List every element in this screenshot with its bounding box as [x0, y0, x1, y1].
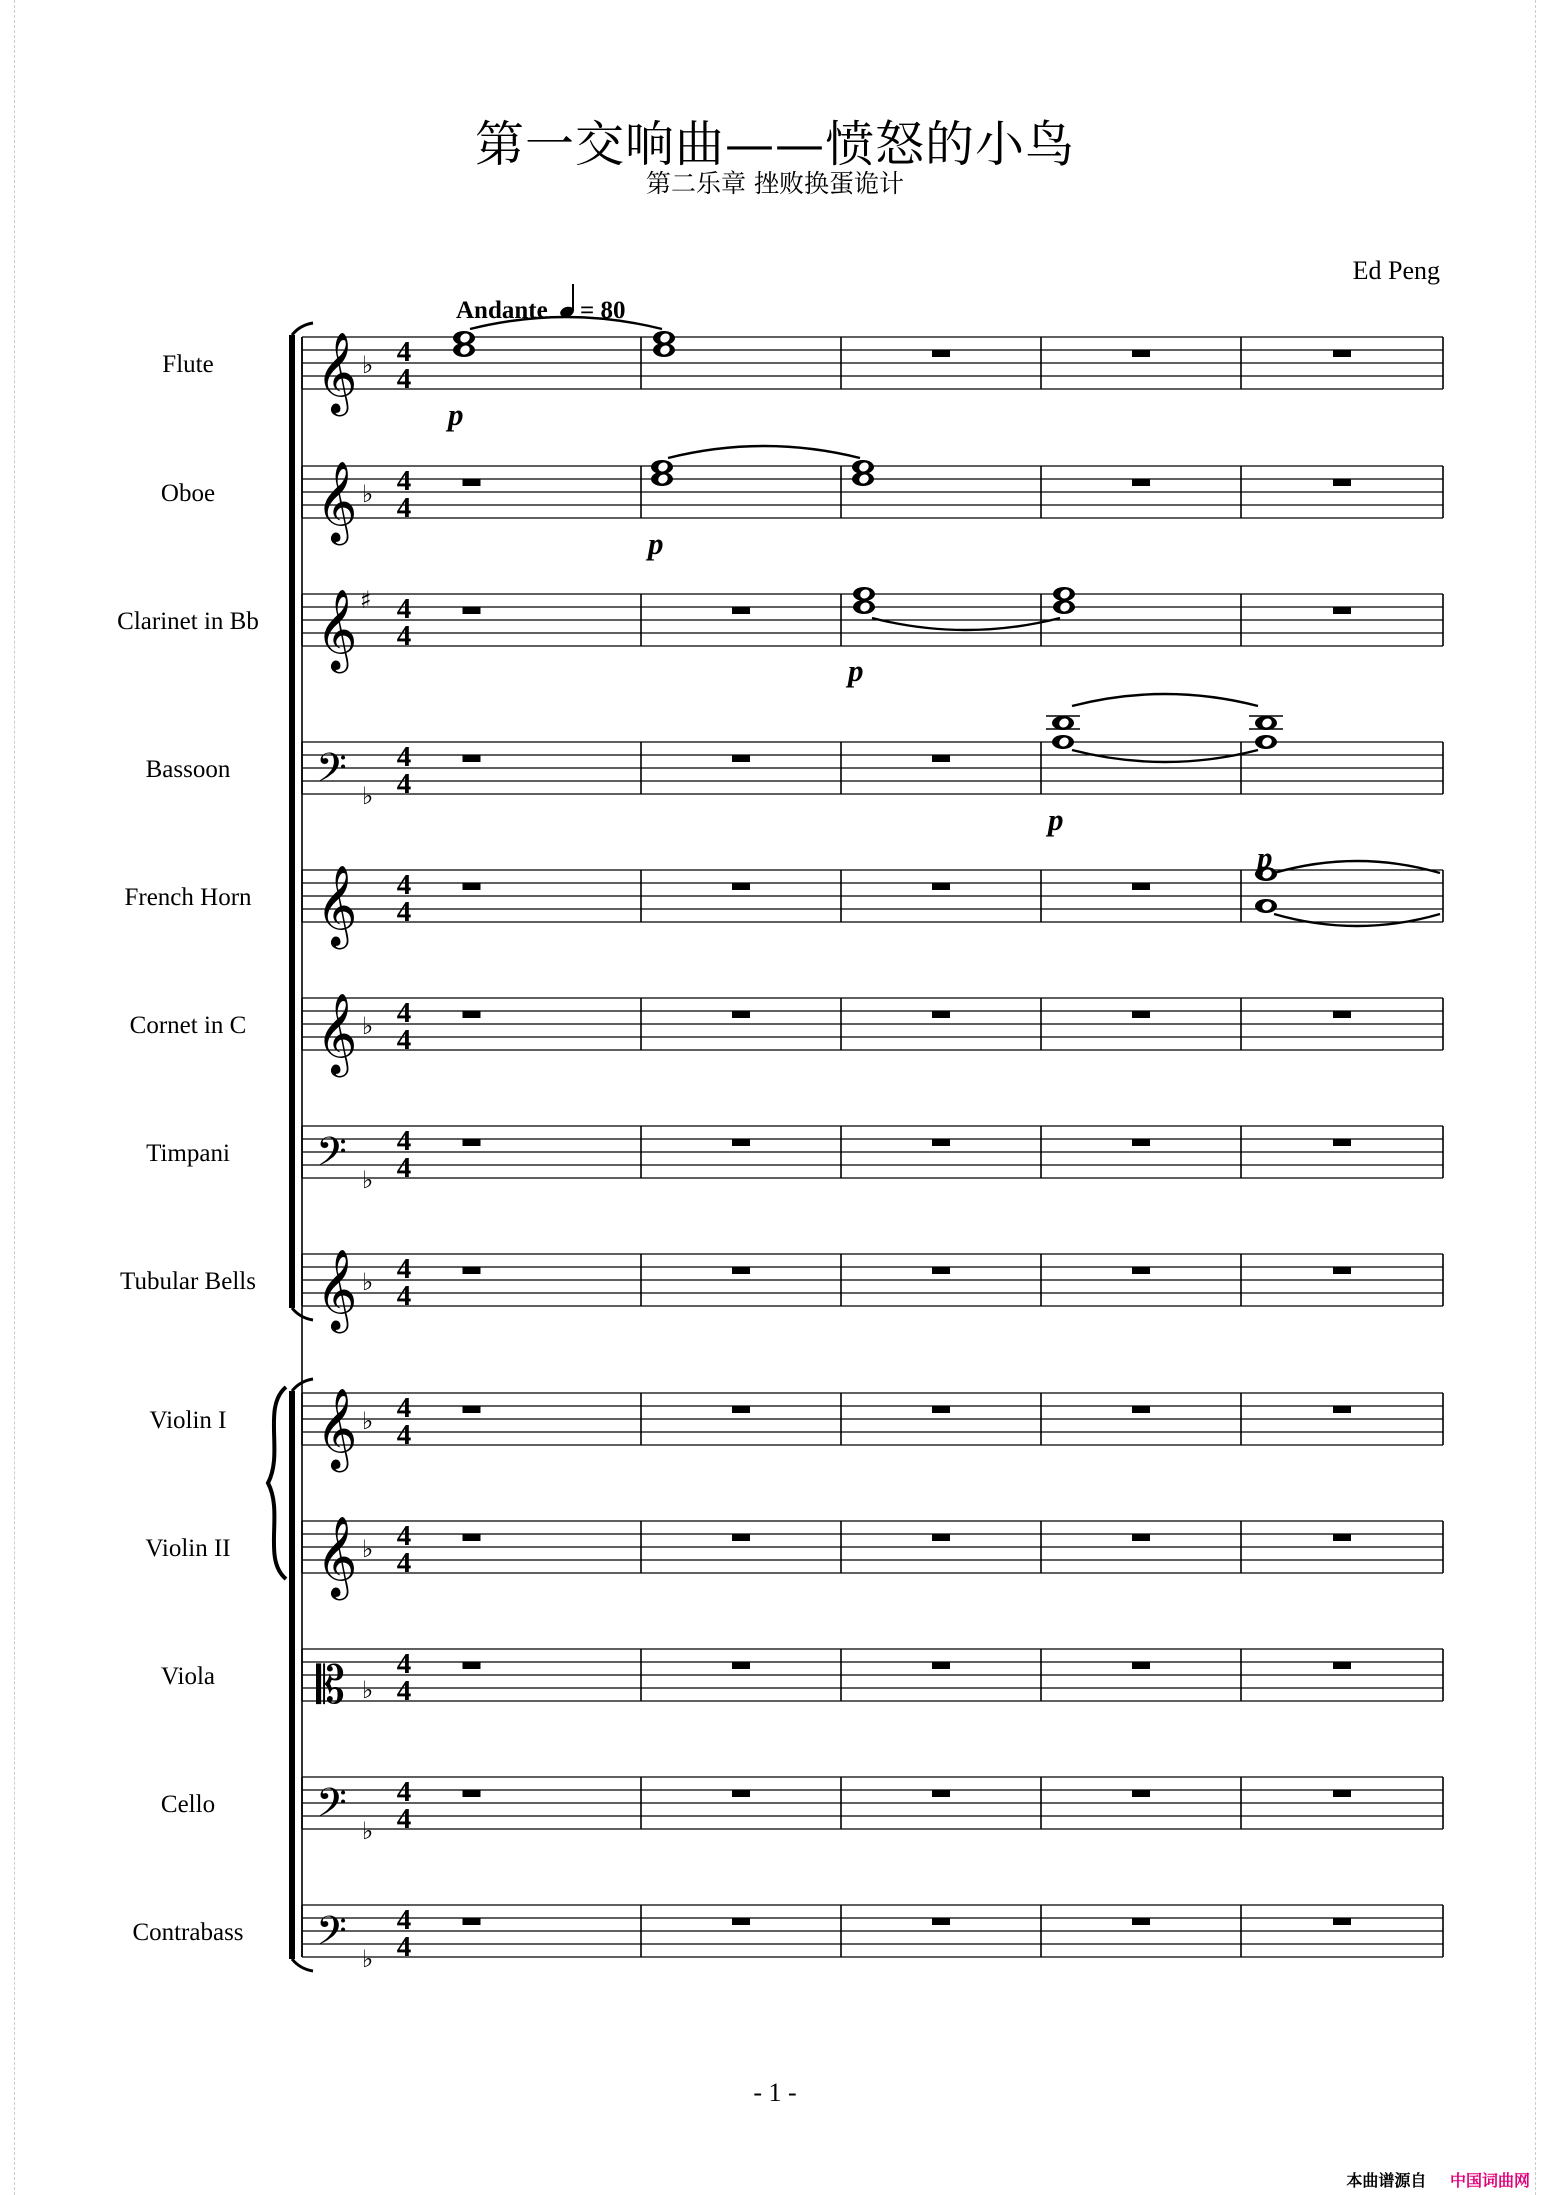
whole-rest-icon — [1132, 1406, 1150, 1413]
time-signature-bottom: 4 — [396, 1419, 412, 1451]
flat-key-icon: ♭ — [362, 1012, 374, 1040]
instrument-name: Cello — [160, 1791, 216, 1818]
oboe-tie — [668, 446, 860, 458]
tempo-bpm: = 80 — [580, 297, 626, 324]
whole-rest-icon — [732, 1139, 750, 1146]
dynamic-mark: p — [848, 653, 864, 688]
whole-rest-icon — [1132, 1011, 1150, 1018]
whole-rest-icon — [1333, 1139, 1351, 1146]
whole-rest-icon — [463, 1267, 481, 1274]
whole-rest-icon — [732, 1918, 750, 1925]
clef-treble-icon: 𝄞 — [316, 992, 358, 1074]
clef-treble-icon: 𝄞 — [316, 331, 358, 413]
clef-treble-icon: 𝄞 — [316, 1515, 358, 1597]
whole-rest-icon — [463, 1406, 481, 1413]
whole-rest-icon — [463, 607, 481, 614]
staff-violin-ii — [145, 1515, 1443, 1600]
strings-bracket-hook-bottom — [292, 1959, 313, 1971]
time-signature-bottom: 4 — [396, 363, 412, 395]
whole-rest-icon — [463, 1662, 481, 1669]
whole-rest-icon — [932, 755, 950, 762]
clef-treble-icon: 𝄞 — [316, 1387, 358, 1469]
whole-rest-icon — [932, 1662, 950, 1669]
flat-key-icon: ♭ — [362, 1676, 374, 1704]
whole-rest-icon — [932, 1139, 950, 1146]
time-signature-top: 4 — [396, 1520, 412, 1552]
clef-treble-icon: 𝄞 — [316, 1248, 358, 1330]
whole-rest-icon — [1132, 479, 1150, 486]
system-bracket — [289, 335, 295, 1308]
staff-french-horn — [124, 864, 1443, 949]
clef-bass-icon: 𝄢 — [316, 1129, 347, 1185]
staff-timpani — [146, 1125, 1443, 1194]
whole-rest-icon — [732, 755, 750, 762]
whole-rest-icon — [932, 1011, 950, 1018]
instrument-name: Bassoon — [145, 756, 231, 783]
staff-cello — [161, 1776, 1443, 1845]
instrument-name: Oboe — [160, 480, 216, 507]
staff-clarinet-in-bb — [117, 586, 1443, 673]
whole-rest-icon — [1333, 350, 1351, 357]
whole-rest-icon — [1333, 1267, 1351, 1274]
flat-key-icon: ♭ — [362, 1817, 374, 1845]
whole-rest-icon — [1333, 1662, 1351, 1669]
whole-rest-icon — [1132, 1139, 1150, 1146]
whole-rest-icon — [932, 1790, 950, 1797]
time-signature-top: 4 — [396, 1253, 412, 1285]
staff-cornet-in-c — [130, 992, 1443, 1077]
dynamic-mark: p — [448, 397, 464, 432]
whole-rest-icon — [1132, 1918, 1150, 1925]
footer-source: 本曲谱源自 — [1346, 2171, 1427, 2190]
whole-rest-icon — [732, 1790, 750, 1797]
clef-bass-icon: 𝄢 — [316, 1908, 347, 1964]
clef-bass-icon: 𝄢 — [316, 1780, 347, 1836]
time-signature-top: 4 — [396, 1648, 412, 1680]
score-title: 第一交响曲——愤怒的小鸟 — [474, 116, 1075, 173]
clef-treble-icon: 𝄞 — [316, 460, 358, 542]
time-signature-top: 4 — [396, 465, 412, 497]
time-signature-bottom: 4 — [396, 1675, 412, 1707]
composer-name: Ed Peng — [1352, 256, 1440, 285]
time-signature-top: 4 — [396, 593, 412, 625]
whole-rest-icon — [463, 1534, 481, 1541]
whole-rest-icon — [932, 1534, 950, 1541]
time-signature-bottom: 4 — [396, 1152, 412, 1184]
whole-rest-icon — [732, 1662, 750, 1669]
flat-key-icon: ♭ — [362, 1535, 374, 1563]
time-signature-bottom: 4 — [396, 1024, 412, 1056]
bracket-hook-top — [292, 323, 313, 335]
whole-rest-icon — [463, 883, 481, 890]
whole-rest-icon — [732, 883, 750, 890]
strings-bracket — [289, 1391, 295, 1959]
time-signature-top: 4 — [396, 741, 412, 773]
whole-rest-icon — [1132, 1790, 1150, 1797]
instrument-name: Viola — [160, 1663, 216, 1690]
whole-rest-icon — [732, 607, 750, 614]
whole-rest-icon — [463, 1011, 481, 1018]
whole-rest-icon — [463, 1790, 481, 1797]
time-signature-bottom: 4 — [396, 768, 412, 800]
flat-key-icon: ♭ — [362, 782, 374, 810]
instrument-name: Cornet in C — [129, 1012, 247, 1039]
whole-rest-icon — [1333, 1534, 1351, 1541]
staff-violin-i — [150, 1387, 1443, 1472]
whole-rest-icon — [1333, 607, 1351, 614]
whole-rest-icon — [732, 1406, 750, 1413]
page-number: - 1 - — [753, 2078, 797, 2107]
time-signature-bottom: 4 — [396, 896, 412, 928]
staff-flute — [162, 331, 1443, 416]
flat-key-icon: ♭ — [362, 1166, 374, 1194]
time-signature-top: 4 — [396, 1904, 412, 1936]
flat-key-icon: ♭ — [362, 1268, 374, 1296]
flat-key-icon: ♭ — [362, 1945, 374, 1973]
sharp-key-icon: ♯ — [360, 586, 372, 614]
instrument-name: Flute — [162, 351, 214, 378]
time-signature-top: 4 — [396, 1776, 412, 1808]
whole-rest-icon — [732, 1011, 750, 1018]
whole-rest-icon — [1132, 1534, 1150, 1541]
whole-rest-icon — [463, 1139, 481, 1146]
whole-rest-icon — [463, 1918, 481, 1925]
whole-rest-icon — [1132, 350, 1150, 357]
clef-bass-icon: 𝄢 — [316, 745, 347, 801]
whole-rest-icon — [732, 1534, 750, 1541]
time-signature-top: 4 — [396, 869, 412, 901]
tempo-text: Andante — [456, 297, 548, 324]
whole-rest-icon — [1333, 1790, 1351, 1797]
bassoon-tie-lower — [1072, 750, 1258, 762]
time-signature-top: 4 — [396, 1125, 412, 1157]
whole-rest-icon — [932, 883, 950, 890]
time-signature-bottom: 4 — [396, 492, 412, 524]
footer-site: 中国词曲网 — [1449, 2171, 1530, 2190]
whole-rest-icon — [932, 1918, 950, 1925]
instrument-name: Clarinet in Bb — [117, 608, 259, 635]
staff-oboe — [161, 460, 1443, 545]
flat-key-icon: ♭ — [362, 1407, 374, 1435]
whole-rest-icon — [932, 1267, 950, 1274]
instrument-name: Contrabass — [132, 1919, 244, 1946]
whole-rest-icon — [732, 1267, 750, 1274]
source-footer — [1346, 2168, 1530, 2191]
instrument-name: Timpani — [146, 1140, 230, 1167]
instrument-name: French Horn — [124, 884, 252, 911]
whole-rest-icon — [1333, 1918, 1351, 1925]
clef-alto-icon: 𝄡 — [316, 1656, 346, 1716]
whole-rest-icon — [932, 1406, 950, 1413]
time-signature-top: 4 — [396, 997, 412, 1029]
time-signature-top: 4 — [396, 336, 412, 368]
staff-contrabass — [132, 1904, 1443, 1973]
clef-treble-icon: 𝄞 — [316, 588, 358, 670]
horn-tie-upper — [1274, 861, 1440, 873]
whole-rest-icon — [1132, 883, 1150, 890]
clef-treble-icon: 𝄞 — [316, 864, 358, 946]
whole-rest-icon — [1132, 1267, 1150, 1274]
instrument-name: Violin I — [149, 1407, 227, 1434]
whole-rest-icon — [1333, 1406, 1351, 1413]
instrument-name: Tubular Bells — [120, 1268, 256, 1295]
time-signature-top: 4 — [396, 1392, 412, 1424]
time-signature-bottom: 4 — [396, 1547, 412, 1579]
dynamic-mark: p — [648, 526, 664, 561]
dynamic-mark: p — [1048, 802, 1064, 837]
time-signature-bottom: 4 — [396, 620, 412, 652]
dynamic-mark: p — [1257, 840, 1273, 875]
time-signature-bottom: 4 — [396, 1931, 412, 1963]
violin-brace — [268, 1387, 286, 1579]
flat-key-icon: ♭ — [362, 480, 374, 508]
horn-tie-lower — [1274, 914, 1440, 926]
whole-rest-icon — [932, 350, 950, 357]
whole-rest-icon — [1333, 479, 1351, 486]
flat-key-icon: ♭ — [362, 351, 374, 379]
whole-rest-icon — [463, 755, 481, 762]
staff-tubular-bells — [120, 1248, 1443, 1333]
whole-rest-icon — [463, 479, 481, 486]
time-signature-bottom: 4 — [396, 1280, 412, 1312]
score-subtitle: 第二乐章 挫败换蛋诡计 — [646, 169, 904, 198]
staff-viola — [161, 1648, 1443, 1716]
whole-rest-icon — [1333, 1011, 1351, 1018]
whole-rest-icon — [1132, 1662, 1150, 1669]
time-signature-bottom: 4 — [396, 1803, 412, 1835]
bassoon-tie-upper — [1072, 694, 1258, 706]
instrument-name: Violin II — [145, 1535, 231, 1562]
